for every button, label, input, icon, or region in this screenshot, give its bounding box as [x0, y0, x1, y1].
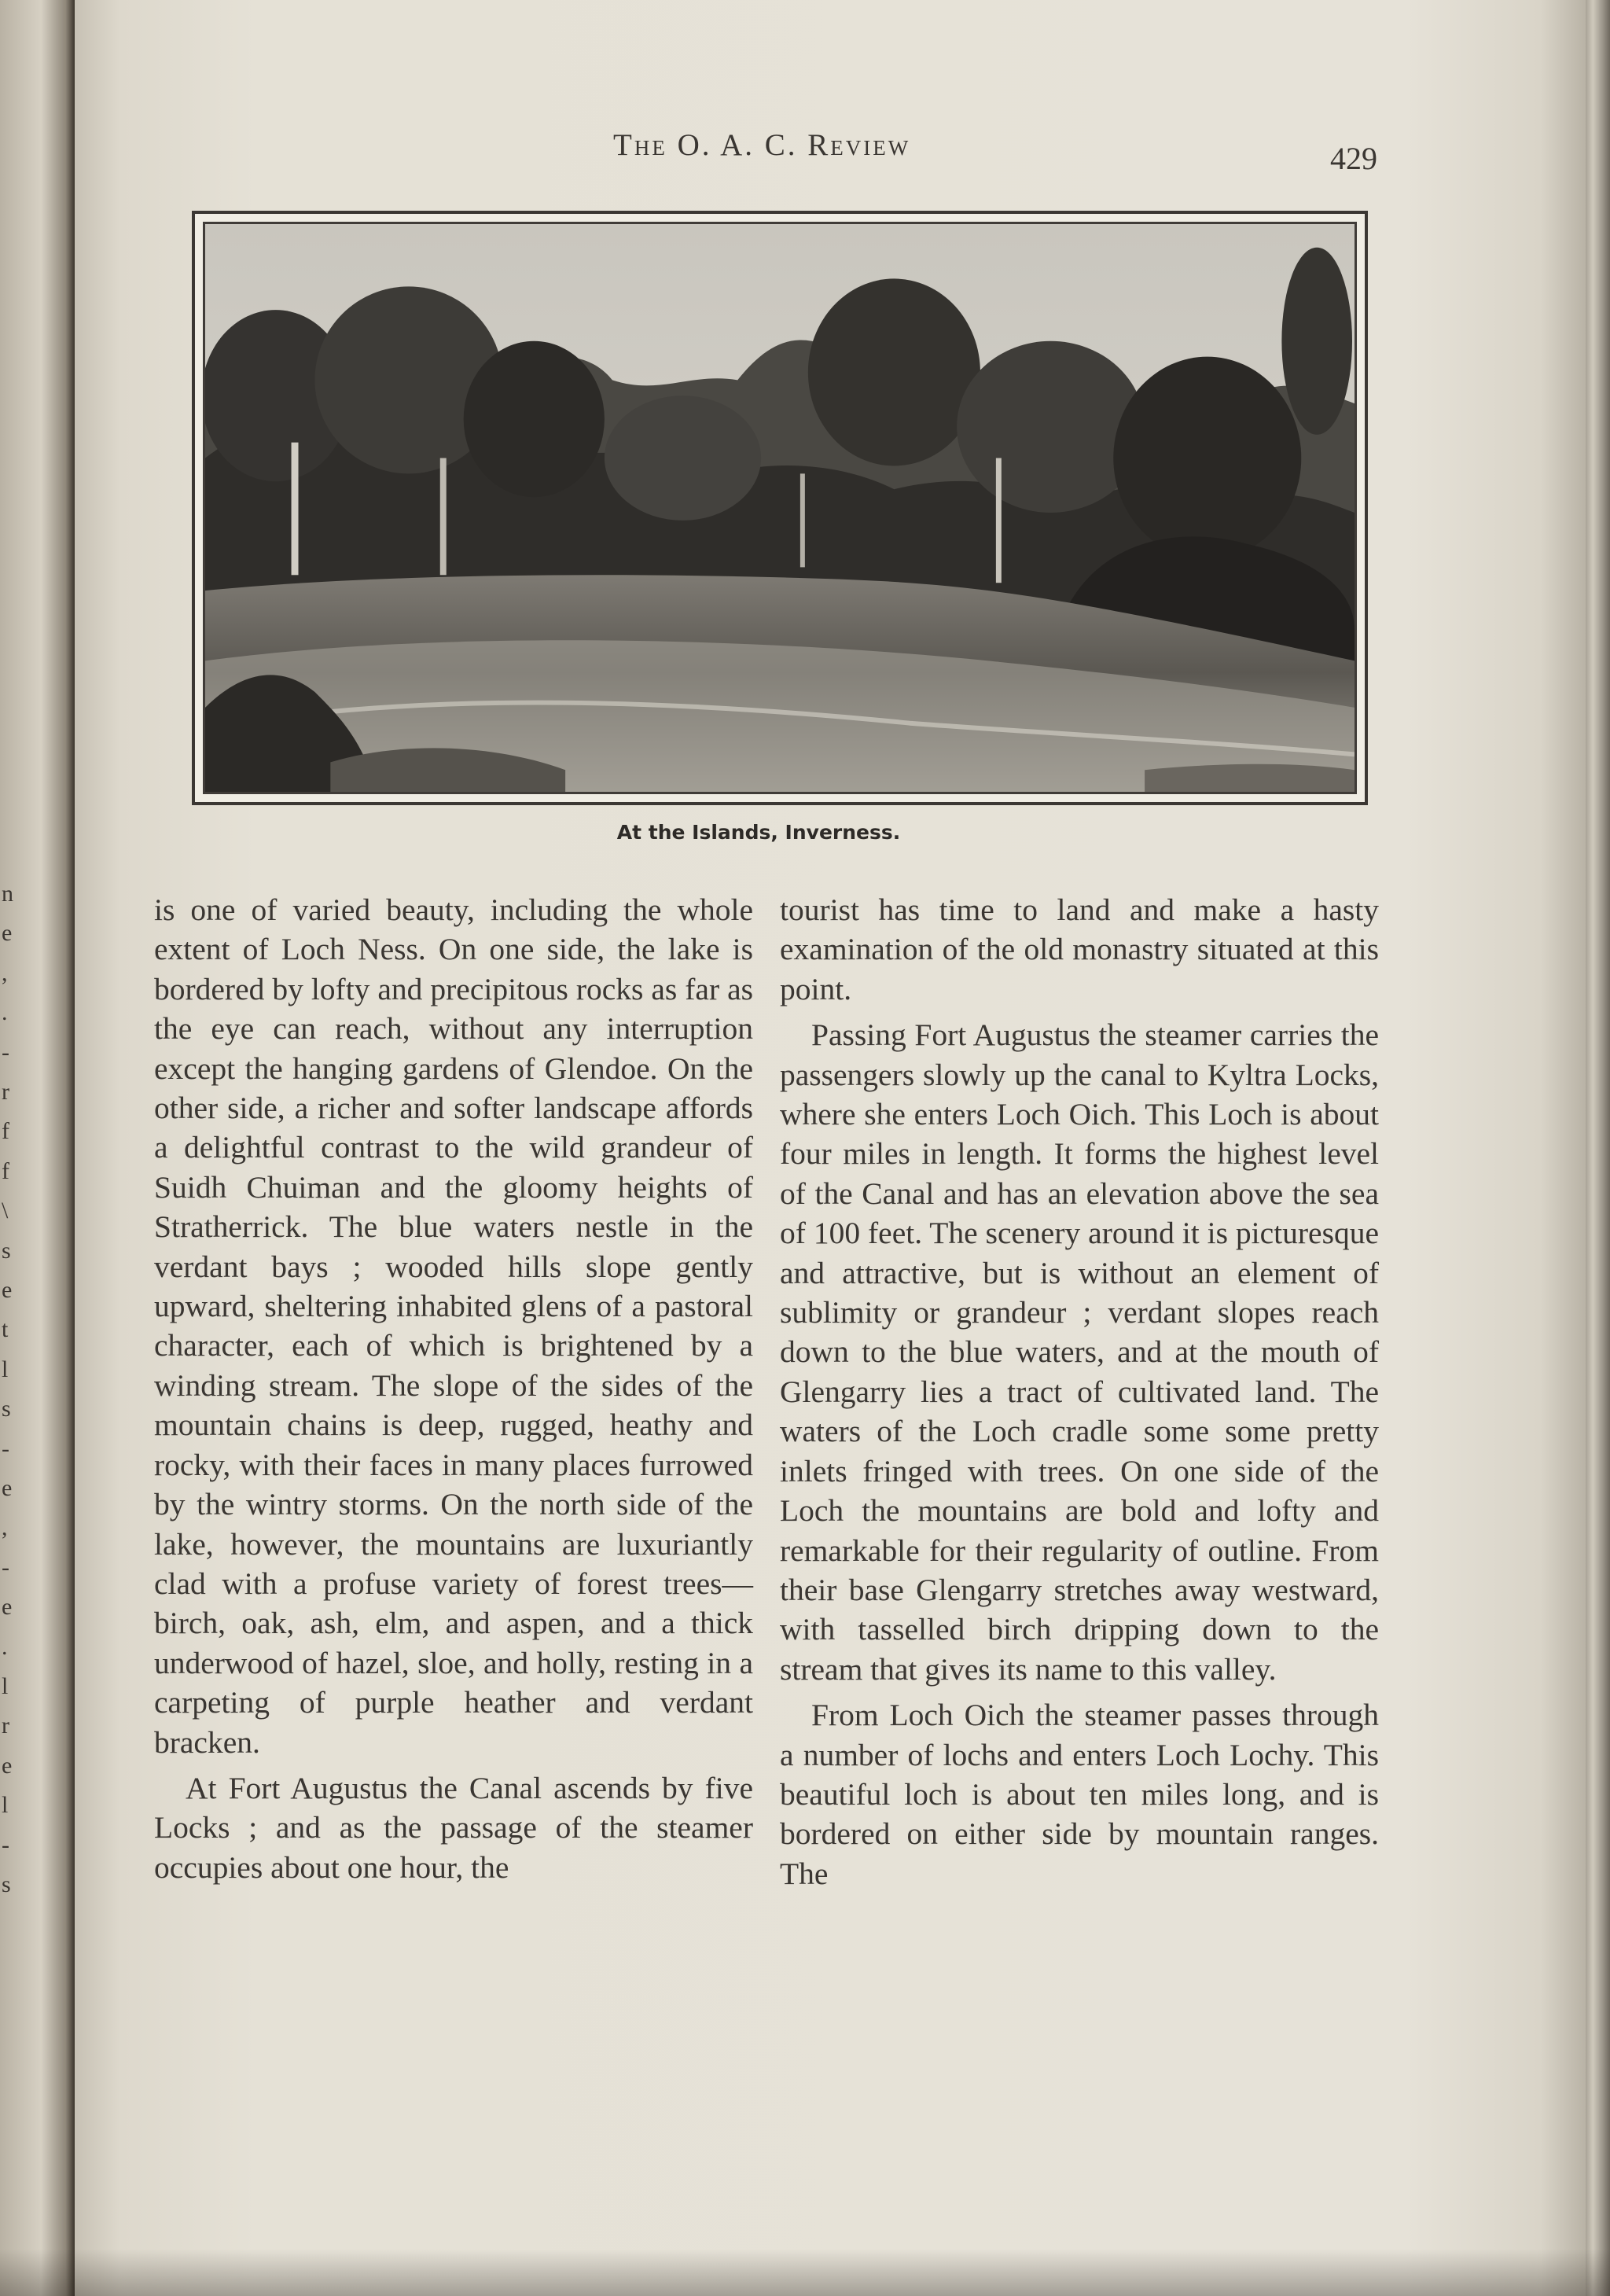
facing-page-glyph: . — [2, 999, 8, 1026]
facing-page-glyph: r — [2, 1079, 9, 1105]
facing-page-glyph: f — [2, 1118, 9, 1145]
facing-page-glyph: r — [2, 1713, 9, 1739]
facing-page-glyph: e — [2, 1594, 13, 1621]
facing-page-glyph: n — [2, 881, 13, 907]
facing-page-glyph: \ — [2, 1198, 9, 1224]
page-number: 429 — [1330, 141, 1377, 176]
facing-page-glyph: s — [2, 1237, 11, 1264]
facing-page-glyph: e — [2, 1752, 13, 1779]
facing-page-glyph: - — [2, 1039, 9, 1065]
page-bottom-shadow — [0, 2249, 1610, 2296]
facing-page-glyph: , — [2, 959, 8, 986]
facing-page-glyph: s — [2, 1871, 11, 1897]
running-title: The O. A. C. Review — [613, 128, 911, 162]
paragraph: From Loch Oich the steamer passes through a number of lochs and enters Loch Lochy. This beautiful loch is about ten miles long, and is bordered on either side by mountain ranges. The — [780, 1698, 1379, 1891]
facing-page-glyph: - — [2, 1831, 9, 1858]
photo-frame — [192, 211, 1368, 805]
text-column-left — [154, 890, 753, 1887]
facing-page-glyph: f — [2, 1157, 9, 1184]
facing-page-edge — [0, 0, 75, 2296]
facing-page-glyph: e — [2, 1475, 13, 1501]
page-stack-edge — [1586, 0, 1610, 2296]
landscape-photo-icon — [203, 222, 1357, 794]
facing-page-glyph: t — [2, 1316, 9, 1343]
facing-page-glyph: , — [2, 1514, 8, 1541]
paragraph: tourist has time to land and make a hasty examination of the old monastry situated at this point. — [780, 892, 1379, 1006]
figure-caption: At the Islands, Inverness. — [616, 821, 901, 844]
facing-page-glyph: - — [2, 1554, 9, 1580]
paragraph: is one of varied beauty, including the whole extent of Loch Ness. On one side, the lake is bordered by lofty and precipitous rocks as far as the eye can reach, without any interruption except the hanging gardens of Glendoe. On the other side, a richer and softer landscape affords a delightful contrast to the wild grandeur of Suidh Chuiman and the gloomy heights of Stratherrick. The blue waters nestle in the verdant bays ; wooded hills slope gently upward, sheltering inhabited glens of a pastoral character, each of which is brightened by a winding stream. The slope of the sides of the mountain chains is deep, rugged, heathy and rocky, with their faces in many places furrowed by the wintry storms. On the north side of the lake, however, the mountains are luxuriantly clad with a profuse variety of forest trees—birch, oak, ash, elm, and aspen, and a thick underwood of hazel, sloe, and holly, resting in a carpeting of purple heather and verdant bracken. — [154, 892, 753, 1760]
paragraph: At Fort Augustus the Canal ascends by five Locks ; and as the passage of the steamer occupies about one hour, the — [154, 1770, 753, 1885]
facing-page-glyph: s — [2, 1396, 11, 1422]
text-column-right — [780, 890, 1379, 1893]
facing-page-glyph: l — [2, 1356, 9, 1382]
facing-page-glyph: e — [2, 920, 13, 947]
facing-page-glyph: e — [2, 1277, 13, 1303]
facing-page-glyph: . — [2, 1633, 8, 1660]
facing-page-glyph: - — [2, 1435, 9, 1462]
facing-page-glyph: l — [2, 1673, 9, 1699]
paragraph: Passing Fort Augustus the steamer carries the passengers slowly up the canal to Kyltra Locks, where she enters Loch Oich. This Loch is about four miles in length. It forms the highest level of the Canal and has an elevation above the sea of 100 feet. The scenery around it is picturesque and attractive, but is without an element of sublimity or grandeur ; verdant slopes reach down to the blue waters, and at the mouth of Glengarry lies a tract of cultivated land. The waters of the Loch cradle some some pretty inlets fringed with trees. On one side of the Loch the mountains are bold and lofty and remarkable for their regularity of outline. From their base Glengarry stretches away westward, with tasselled birch dripping down to the stream that gives its name to this valley. — [780, 1017, 1379, 1687]
facing-page-glyph: l — [2, 1792, 9, 1819]
